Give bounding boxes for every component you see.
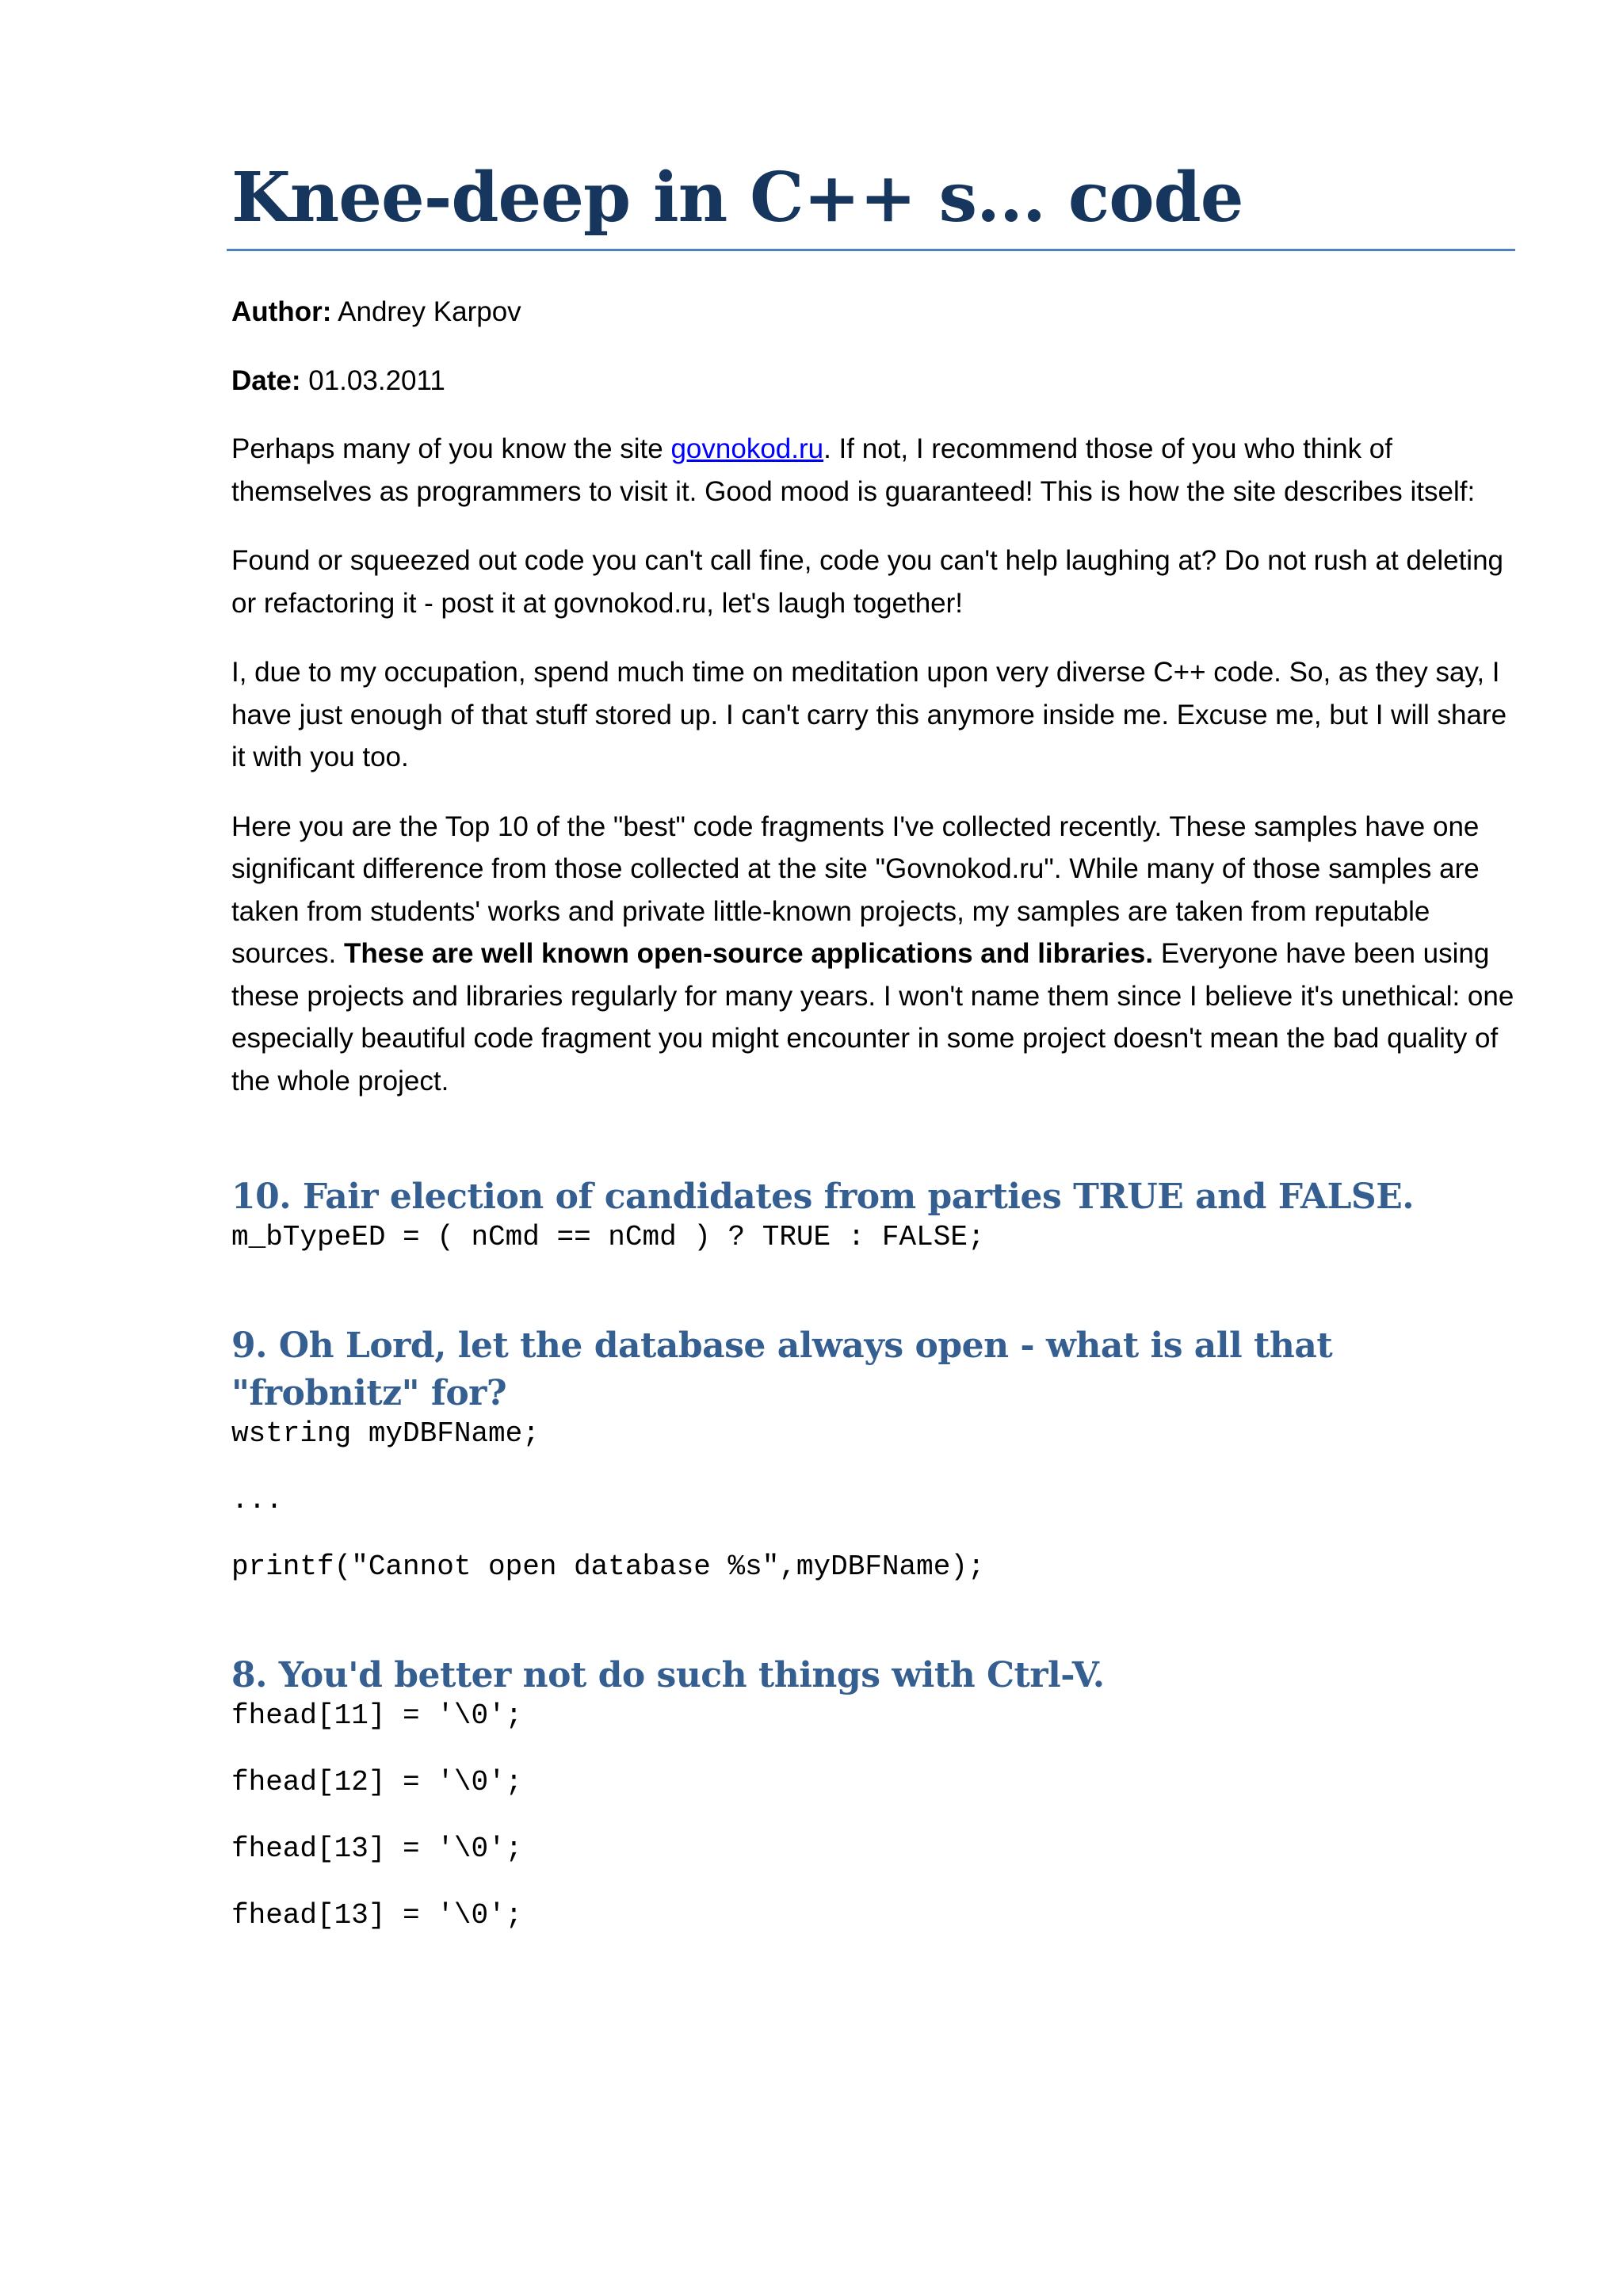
intro-text-end: . If not, I recommend those of you who think of themselves as programmers to visit it. Good mood is guaranteed! This is how the site describes itself:: [231, 433, 1476, 507]
date-label: Date:: [231, 364, 301, 396]
top10-text-start: Here you are the Top 10 of the "best" code fragments I've collected recently. These samples have one significant difference from those collected at the site "Govnokod.ru". While many of those samples are taken from students' works and private little-known projects, my samples are taken from reputable sources.: [231, 810, 1480, 969]
site-quote-paragraph: Found or squeezed out code you can't call fine, code you can't help laughing at? Do not rush at deleting or refactoring it - post it at govnokod.ru, let's laugh together!: [231, 545, 1504, 619]
top10-paragraph: [231, 806, 1515, 1103]
title-underline: [227, 249, 1515, 251]
author-line: [231, 291, 1515, 334]
code-line: printf("Cannot open database %s",myDBFName);: [231, 1550, 985, 1583]
top10-bold-text: These are well known open-source applications and libraries.: [344, 938, 1154, 969]
author-label: Author:: [231, 296, 332, 327]
govnokod-link[interactable]: govnokod.ru: [670, 433, 824, 464]
code-line: fhead[13] = '\0';: [231, 1899, 523, 1932]
code-line: ...: [231, 1484, 283, 1516]
page-title: Knee-deep in C++ s... code: [231, 158, 1243, 238]
date-line: [231, 360, 1515, 402]
section-heading-8: 8. You'd better not do such things with Ctrl-V.: [231, 1655, 1105, 1695]
code-line: wstring myDBFName;: [231, 1417, 540, 1450]
intro-paragraph: [231, 428, 1515, 513]
code-line: fhead[12] = '\0';: [231, 1766, 523, 1798]
code-line: fhead[13] = '\0';: [231, 1833, 523, 1865]
code-line: fhead[11] = '\0';: [231, 1699, 523, 1732]
section-heading-10: 10. Fair election of candidates from parties TRUE and FALSE.: [231, 1177, 1415, 1217]
occupation-paragraph: I, due to my occupation, spend much time on meditation upon very diverse C++ code. So, as they say, I have just enough of that stuff stored up. I can't carry this anymore inside me. Excuse me, but I will share it with you too.: [231, 657, 1507, 772]
document-content: [231, 151, 1515, 1932]
code-line: m_bTypeED = ( nCmd == nCmd ) ? TRUE : FALSE;: [231, 1221, 985, 1253]
author-name: Andrey Karpov: [331, 296, 521, 327]
section-heading-9: 9. Oh Lord, let the database always open - what is all that "frobnitz" for?: [231, 1325, 1333, 1413]
intro-text-start: Perhaps many of you know the site: [231, 433, 671, 464]
top10-text-end: Everyone have been using these projects and libraries regularly for many years. I won't name them since I believe it's unethical: one especially beautiful code fragment you might encounter in some project doesn't mean the bad quality of the whole project.: [231, 938, 1514, 1097]
date-value: 01.03.2011: [300, 364, 445, 396]
